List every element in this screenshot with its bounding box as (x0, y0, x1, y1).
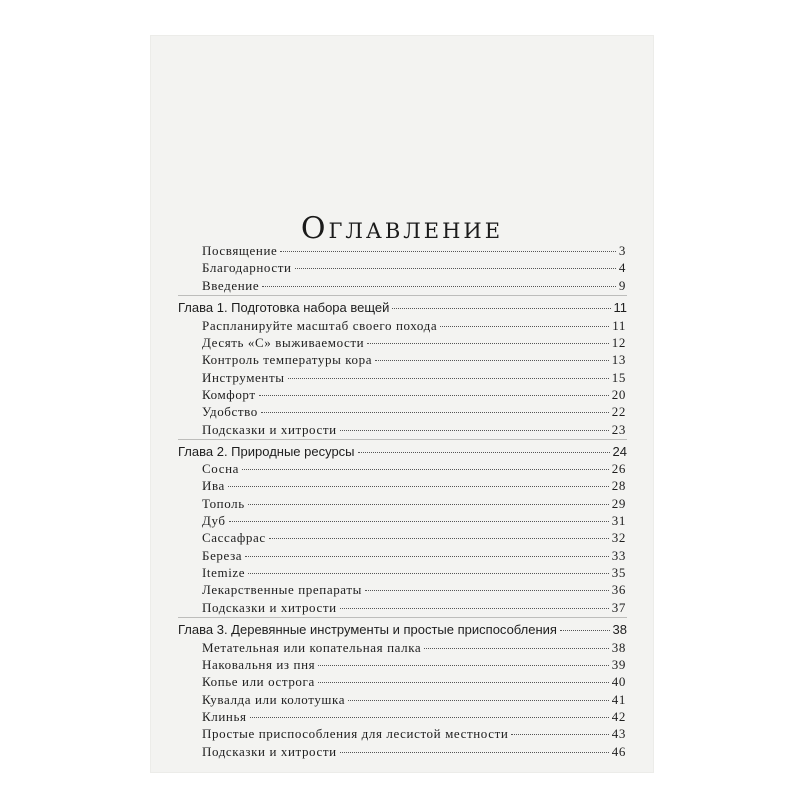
toc-page-number: 42 (611, 709, 626, 724)
toc-page-number: 13 (611, 352, 626, 367)
section-divider (178, 295, 627, 296)
dot-leader (340, 608, 609, 609)
toc-entry-label: Введение (202, 278, 260, 293)
dot-leader (259, 395, 609, 396)
toc-entry-label: Береза (202, 548, 243, 563)
toc-entry (202, 478, 626, 494)
toc-entry (202, 692, 626, 708)
toc-chapter-3 (178, 622, 627, 637)
toc-page-number: 3 (618, 243, 626, 258)
toc-entry (202, 370, 626, 386)
toc-entry-label: Дуб (202, 513, 226, 528)
dot-leader (440, 326, 609, 327)
dot-leader (318, 682, 609, 683)
toc-entry-label: Тополь (202, 496, 245, 511)
toc-chapter-label: Глава 3. Деревянные инструменты и простые приспособления (178, 622, 557, 637)
toc-entry-label: Посвящение (202, 243, 278, 258)
toc-entry-label: Благодарности (202, 260, 292, 275)
toc-chapter-label: Глава 1. Подготовка набора вещей (178, 300, 390, 315)
section-divider (178, 439, 627, 440)
dot-leader (261, 412, 609, 413)
toc-entry-label: Копье или острога (202, 674, 315, 689)
book-page (150, 35, 654, 773)
toc-entry (202, 404, 626, 420)
toc-page-number: 31 (611, 513, 626, 528)
toc-entry (202, 548, 626, 564)
dot-leader (288, 378, 609, 379)
toc-entry-label: Удобство (202, 404, 258, 419)
dot-leader (245, 556, 609, 557)
toc-entry-label: Контроль температуры кора (202, 352, 373, 367)
toc-entry (202, 513, 626, 529)
dot-leader (358, 452, 610, 453)
dot-leader (248, 573, 609, 574)
dot-leader (318, 665, 609, 666)
dot-leader (392, 308, 610, 309)
toc-page-number: 36 (611, 582, 626, 597)
toc-entry (202, 709, 626, 725)
dot-leader (375, 360, 609, 361)
toc-page-number: 26 (611, 461, 626, 476)
toc-page-number: 37 (611, 600, 626, 615)
page-title: Оглавление (300, 211, 504, 246)
toc-page-number: 46 (611, 744, 626, 759)
dot-leader (511, 734, 608, 735)
toc-entry-label: Itemize (202, 565, 246, 580)
toc-entry (202, 640, 626, 656)
dot-leader (560, 630, 610, 631)
toc-entry-label: Подсказки и хитрости (202, 422, 337, 437)
toc-entry (202, 530, 626, 546)
dot-leader (424, 648, 609, 649)
toc-entry-label: Сосна (202, 461, 239, 476)
dot-leader (340, 752, 609, 753)
toc-page-number: 23 (611, 422, 626, 437)
toc-entry (202, 461, 626, 477)
toc-entry (202, 657, 626, 673)
toc-chapter-label: Глава 2. Природные ресурсы (178, 444, 355, 459)
toc-page-number: 38 (611, 640, 626, 655)
toc-entry (202, 582, 626, 598)
toc-page-number: 29 (611, 496, 626, 511)
toc-entry (202, 318, 626, 334)
dot-leader (242, 469, 609, 470)
toc-page-number: 39 (611, 657, 626, 672)
toc-page-number: 33 (611, 548, 626, 563)
toc-entry (202, 352, 626, 368)
toc-entry (202, 422, 626, 438)
toc-entry-introduction (202, 278, 626, 294)
dot-leader (250, 717, 609, 718)
dot-leader (269, 538, 609, 539)
toc-entry (202, 674, 626, 690)
toc-entry-label: Ива (202, 478, 225, 493)
table-of-contents (150, 35, 654, 773)
toc-page-number: 15 (611, 370, 626, 385)
toc-entry-acknowledgements (202, 260, 626, 276)
toc-entry-label: Подсказки и хитрости (202, 600, 337, 615)
section-divider (178, 617, 627, 618)
toc-entry (202, 387, 626, 403)
toc-page-number: 38 (612, 622, 627, 637)
toc-entry-label: Десять «С» выживаемости (202, 335, 365, 350)
toc-entry-label: Комфорт (202, 387, 256, 402)
toc-entry-label: Подсказки и хитрости (202, 744, 337, 759)
dot-leader (295, 268, 616, 269)
toc-page-number: 12 (611, 335, 626, 350)
dot-leader (365, 590, 609, 591)
dot-leader (248, 504, 609, 505)
toc-page-number: 32 (611, 530, 626, 545)
dot-leader (340, 430, 609, 431)
toc-page-number: 40 (611, 674, 626, 689)
toc-page-number: 9 (618, 278, 626, 293)
dot-leader (228, 486, 609, 487)
toc-entry-label: Сассафрас (202, 530, 266, 545)
toc-page-number: 41 (611, 692, 626, 707)
toc-entry-label: Распланируйте масштаб своего похода (202, 318, 438, 333)
toc-entry-label: Кувалда или колотушка (202, 692, 346, 707)
toc-chapter-2 (178, 444, 627, 459)
toc-entry-label: Инструменты (202, 370, 285, 385)
toc-entry-dedication (202, 243, 626, 259)
dot-leader (280, 251, 615, 252)
toc-page-number: 35 (611, 565, 626, 580)
dot-leader (367, 343, 609, 344)
toc-page-number: 24 (612, 444, 627, 459)
toc-entry (202, 744, 626, 760)
dot-leader (348, 700, 609, 701)
toc-page-number: 20 (611, 387, 626, 402)
toc-entry (202, 726, 626, 742)
toc-entry (202, 496, 626, 512)
toc-entry-label: Метательная или копательная палка (202, 640, 422, 655)
dot-leader (262, 286, 616, 287)
toc-entry (202, 600, 626, 616)
toc-page-number: 22 (611, 404, 626, 419)
toc-entry (202, 335, 626, 351)
toc-entry-label: Наковальня из пня (202, 657, 316, 672)
toc-page-number: 4 (618, 260, 626, 275)
toc-page-number: 11 (612, 318, 626, 333)
toc-entry-label: Клинья (202, 709, 247, 724)
toc-chapter-1 (178, 300, 627, 315)
toc-page-number: 28 (611, 478, 626, 493)
toc-entry-label: Лекарственные препараты (202, 582, 362, 597)
dot-leader (229, 521, 609, 522)
toc-page-number: 43 (611, 726, 626, 741)
toc-entry-label: Простые приспособления для лесистой местности (202, 726, 509, 741)
toc-entry (202, 565, 626, 581)
toc-page-number: 11 (613, 300, 627, 315)
